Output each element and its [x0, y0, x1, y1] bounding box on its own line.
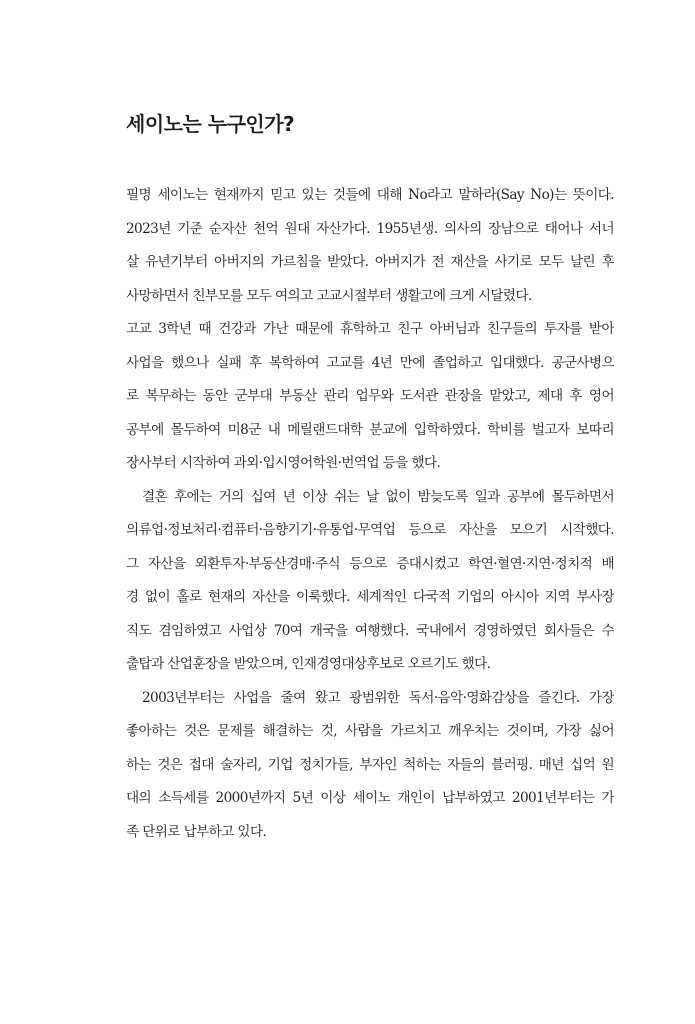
- paragraph-4: [126, 682, 614, 850]
- text-line: 경 없이 홀로 현재의 자산을 이룩했다. 세계적인 다국적 기업의 아시아 지역 부사장: [126, 589, 614, 605]
- text-line: 필명 세이노는 현재까지 믿고 있는 것들에 대해 No라고 말하라(Say No)는 뜻이다.: [126, 187, 614, 203]
- paragraph-2: [126, 313, 614, 481]
- body-text: [126, 179, 614, 849]
- text-line: 살 유년기부터 아버지의 가르침을 받았다. 아버지가 전 재산을 사기로 모두 날린 후: [126, 254, 614, 270]
- text-line: 사망하면서 친부모를 모두 여의고 고교시절부터 생활고에 크게 시달렸다.: [126, 287, 532, 304]
- text-line: 족 단위로 납부하고 있다.: [126, 823, 267, 840]
- text-line: 고교 3학년 때 건강과 가난 때문에 휴학하고 친구 아버님과 친구들의 투자를 받아: [126, 321, 614, 337]
- text-line: 직도 겸임하였고 사업상 70여 개국을 여행했다. 국내에서 경영하였던 회사들은 수: [126, 622, 614, 639]
- text-line: 결혼 후에는 거의 십여 년 이상 쉬는 날 없이 밤늦도록 일과 공부에 몰두하면서: [142, 488, 614, 505]
- text-line: 사업을 했으나 실패 후 복학하여 고교를 4년 만에 졸업하고 입대했다. 공군사병으: [126, 354, 614, 371]
- text-line: 하는 것은 접대 술자리, 기업 정치가들, 부자인 척하는 자들의 블러핑. 매년 십억 원: [126, 756, 614, 773]
- text-line: 로 복무하는 동안 군부대 부동산 관리 업무와 도서관 관장을 맡았고, 제대 후 영어: [126, 388, 614, 404]
- text-line: 그 자산을 외환투자·부동산경매·주식 등으로 증대시켰고 학연·혈연·지연·정치적 배: [126, 555, 614, 572]
- text-line: 좋아하는 것은 문제를 해결하는 것, 사람을 가르치고 깨우치는 것이며, 가장 싫어: [126, 723, 614, 739]
- text-line: 2023년 기준 순자산 천억 원대 자산가다. 1955년생. 의사의 장남으로 태어나 서너: [126, 220, 614, 237]
- paragraph-3: [126, 481, 614, 682]
- text-line: 2003년부터는 사업을 줄여 왔고 광범위한 독서·음악·영화감상을 즐긴다. 가장: [142, 689, 614, 706]
- text-line: 공부에 몰두하여 미8군 내 메릴랜드대학 분교에 입학하였다. 학비를 벌고자 보따리: [126, 421, 614, 438]
- text-line: 출탑과 산업훈장을 받았으며, 인재경영대상후보로 오르기도 했다.: [126, 656, 491, 672]
- paragraph-1: [126, 179, 614, 313]
- page-heading: 세이노는 누구인가?: [126, 112, 295, 136]
- text-line: 의류업·정보처리·컴퓨터·음향기기·유통업·무역업 등으로 자산을 모으기 시작했다.: [126, 522, 614, 538]
- text-line: 대의 소득세를 2000년까지 5년 이상 세이노 개인이 납부하였고 2001년부터는 가: [126, 790, 614, 806]
- text-line: 장사부터 시작하여 과외·입시영어학원·번역업 등을 했다.: [126, 455, 441, 471]
